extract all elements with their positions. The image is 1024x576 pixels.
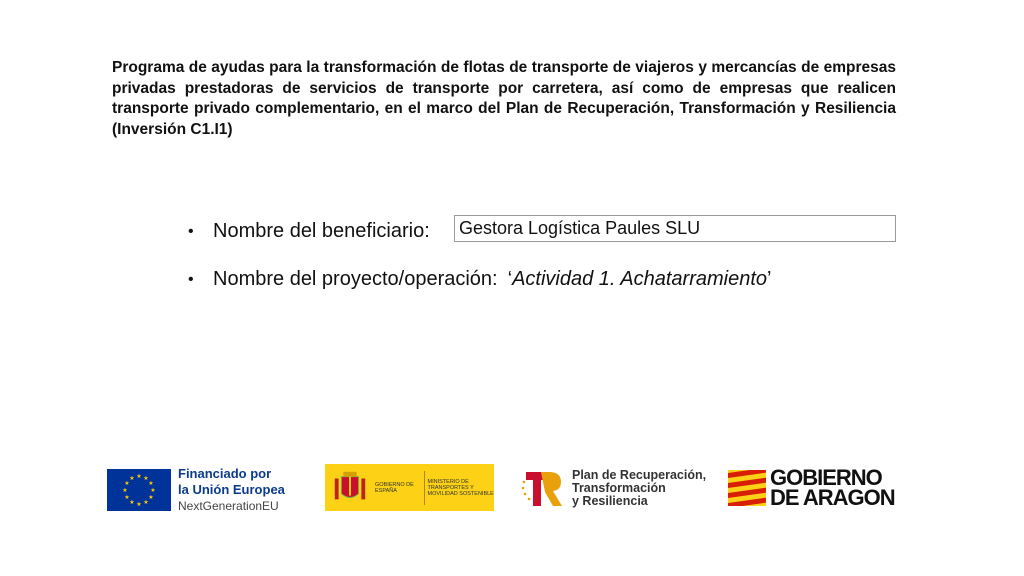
program-heading: Programa de ayudas para la transformación de flotas de transporte de viajeros y mercancías de empresas privadas prestadoras de servicios de transporte por carretera, así como de empresas que realicen transporte privado complementario, en el marco del Plan de Recuperación, Transformación y Resiliencia (Inversión C1.I1): [112, 59, 896, 138]
gobierno-espana-text: GOBIERNO DE ESPAÑA: [374, 481, 414, 494]
project-quote-close: ’: [767, 268, 772, 290]
ministerio-text: MINISTERIO DE TRANSPORTES Y MOVILIDAD SOSTENIBLE: [427, 478, 494, 497]
svg-text:★: ★: [150, 487, 156, 494]
eu-logo-line1: Financiado por: [178, 466, 272, 481]
eu-flag-icon: [107, 469, 171, 511]
bullet: •: [188, 270, 194, 288]
beneficiary-label: Nombre del beneficiario:: [213, 220, 430, 242]
aragon-flag-icon: [728, 470, 766, 506]
funding-logos-bar: [0, 462, 1024, 514]
prtr-line3: y Resiliencia: [572, 493, 648, 508]
spain-coat-of-arms-icon: [331, 468, 369, 508]
gobierno-espana-logo: [325, 464, 494, 511]
eu-funding-logo: [107, 466, 285, 514]
project-quote-open: ‘: [507, 268, 513, 290]
beneficiary-name-field[interactable]: Gestora Logística Paules SLU: [454, 215, 896, 242]
svg-text:★: ★: [148, 480, 154, 487]
svg-text:★: ★: [129, 475, 135, 482]
svg-text:★: ★: [148, 494, 154, 501]
project-name: Actividad 1. Achatarramiento: [512, 268, 768, 290]
eu-logo-line3: NextGenerationEU: [178, 499, 279, 513]
beneficiary-row: [188, 220, 430, 243]
gobierno-aragon-logo: [728, 465, 895, 510]
svg-text:★: ★: [122, 487, 128, 494]
project-row: [188, 268, 771, 291]
prtr-mark-icon: [520, 468, 564, 508]
svg-text:★: ★: [124, 480, 130, 487]
eu-logo-line2: la Unión Europea: [178, 482, 285, 497]
aragon-line1: GOBIERNO: [770, 465, 882, 490]
prtr-line1: Plan de Recuperación,: [572, 467, 707, 482]
svg-text:★: ★: [129, 499, 135, 506]
svg-text:★: ★: [143, 475, 149, 482]
project-label: Nombre del proyecto/operación:: [213, 268, 498, 290]
svg-text:★: ★: [136, 473, 142, 480]
prtr-line2: Transformación: [572, 480, 666, 495]
svg-text:★: ★: [124, 494, 130, 501]
svg-text:★: ★: [143, 499, 149, 506]
aragon-line2: DE ARAGON: [770, 485, 895, 510]
prtr-logo: [520, 468, 706, 508]
divider: [424, 471, 425, 505]
svg-text:★: ★: [136, 501, 142, 508]
bullet: •: [188, 222, 194, 240]
